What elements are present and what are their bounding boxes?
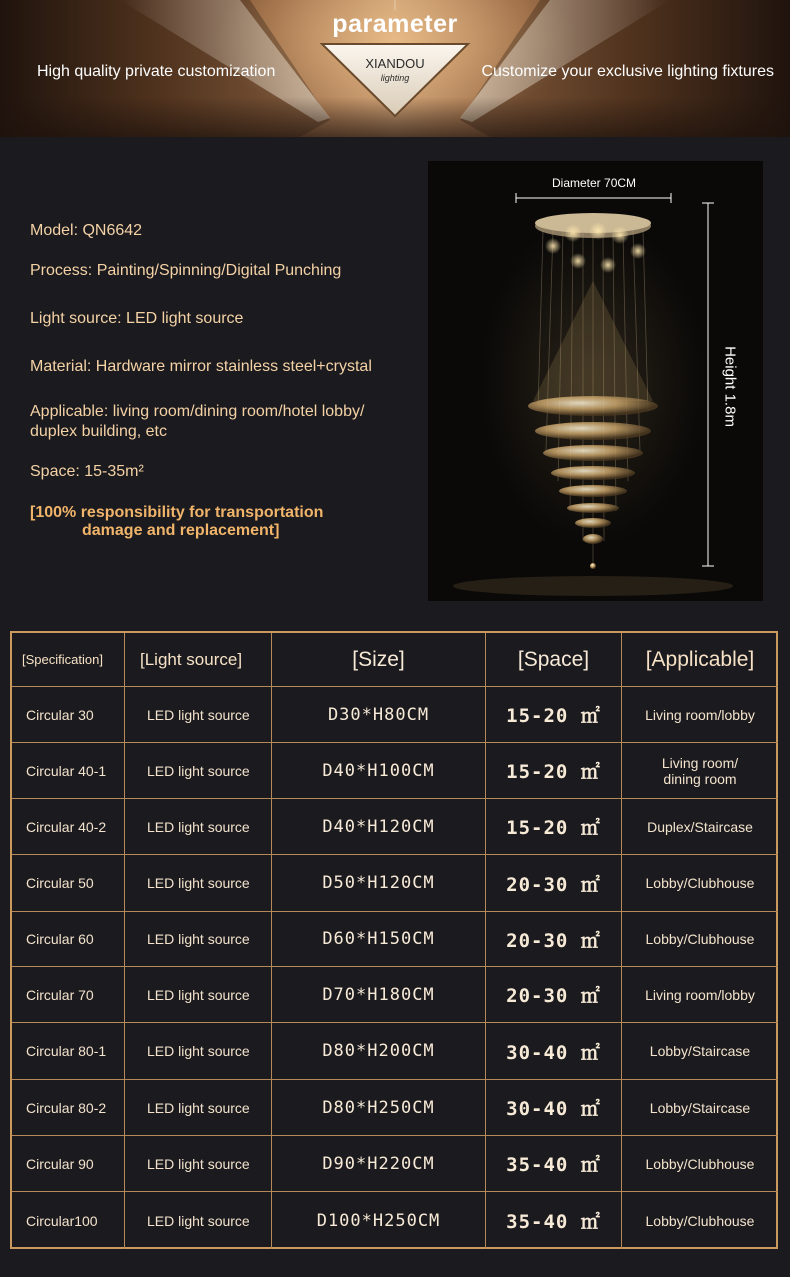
banner-right-text: Customize your exclusive lighting fixtures: [481, 63, 774, 80]
applicable-text-line2: duplex building, etc: [30, 423, 167, 440]
brand-logo-subtext: lighting: [380, 73, 410, 83]
cell-light-source: LED light source: [125, 1136, 272, 1192]
cell-size: D70*H180CM: [272, 967, 486, 1023]
header-cell-spec: [Specification]: [12, 633, 125, 687]
cell-size: D40*H120CM: [272, 799, 486, 855]
cell-spec: Circular 40-2: [12, 799, 125, 855]
brand-logo-text: XIANDOU: [365, 56, 425, 71]
cell-spec: Circular 50: [12, 855, 125, 912]
cell-light-source: LED light source: [125, 1080, 272, 1136]
cell-light-source: LED light source: [125, 1192, 272, 1249]
cell-spec: Circular 60: [12, 912, 125, 967]
cell-size: D80*H200CM: [272, 1023, 486, 1080]
cell-applicable: Lobby/Clubhouse: [645, 1212, 755, 1229]
cell-space: 20-30 ㎡: [486, 912, 622, 967]
cell-applicable: Lobby/Clubhouse: [622, 1136, 778, 1192]
cell-size: D90*H220CM: [272, 1136, 486, 1192]
header-cell-size: [Size]: [272, 633, 486, 687]
cell-applicable: Living room/ dining room: [622, 743, 778, 799]
cell-applicable: Lobby/Clubhouse: [622, 855, 778, 912]
cell-spec: Circular 30: [12, 687, 125, 743]
cell-applicable: Living room/lobby: [622, 687, 778, 743]
applicable-text-line1: Applicable: living room/dining room/hotel lobby/: [30, 403, 365, 420]
height-label: Height 1.8m: [721, 346, 739, 427]
cell-space: 35-40 ㎡: [486, 1136, 622, 1192]
cell-size: D30*H80CM: [272, 687, 486, 743]
guarantee-note-line2: damage and replacement]: [82, 522, 280, 539]
cell-light-source: LED light source: [125, 967, 272, 1023]
cell-size: D60*H150CM: [272, 912, 486, 967]
cell-size: D40*H100CM: [272, 743, 486, 799]
guarantee-note-line1: [100% responsibility for transportation: [30, 504, 324, 521]
cell-space: 15-20 ㎡: [486, 743, 622, 799]
cell-applicable: Lobby/Clubhouse: [622, 912, 778, 967]
cell-applicable: Living room/lobby: [622, 967, 778, 1023]
chandelier-illustration: [428, 161, 763, 601]
header-cell-light-source: [Light source]: [125, 633, 272, 687]
cell-applicable: Duplex/Staircase: [622, 799, 778, 855]
cell-spec: Circular 80-2: [12, 1080, 125, 1136]
cell-space: 35-40 ㎡: [486, 1192, 622, 1249]
cell-space: 15-20 ㎡: [486, 687, 622, 743]
cell-spec: Circular 80-1: [12, 1023, 125, 1080]
cell-size: D50*H120CM: [272, 855, 486, 912]
model-text: Model: QN6642: [30, 222, 143, 239]
cell-space: 30-40 ㎡: [486, 1023, 622, 1080]
cell-applicable: Lobby/Staircase: [622, 1023, 778, 1080]
cell-light-source: LED light source: [125, 799, 272, 855]
chandelier-photo: [428, 161, 763, 601]
spec-table: [10, 631, 778, 1249]
cell-space: 15-20 ㎡: [486, 799, 622, 855]
cell-applicable: Lobby/Staircase: [622, 1080, 778, 1136]
cell-size: D80*H250CM: [272, 1080, 486, 1136]
cell-light-source: LED light source: [125, 912, 272, 967]
cell-light-source: LED light source: [125, 743, 272, 799]
cell-spec: Circular 40-1: [12, 743, 125, 799]
banner-left-text: High quality private customization: [37, 63, 276, 80]
header-cell-applicable: [Applicable]: [622, 633, 778, 687]
cell-space: 30-40 ㎡: [486, 1080, 622, 1136]
cell-spec: Circular100: [12, 1192, 125, 1249]
banner-title: parameter: [332, 10, 458, 38]
cell-spec: Circular 70: [12, 967, 125, 1023]
cell-space: 20-30 ㎡: [486, 967, 622, 1023]
cell-light-source: LED light source: [125, 855, 272, 912]
cell-size: D100*H250CM: [272, 1192, 486, 1249]
process-text: Process: Painting/Spinning/Digital Punching: [30, 262, 342, 279]
material-text: Material: Hardware mirror stainless steel+crystal: [30, 358, 372, 375]
cell-spec: Circular 90: [12, 1136, 125, 1192]
cell-light-source: LED light source: [125, 687, 272, 743]
header-banner: [0, 0, 790, 137]
light-source-text: Light source: LED light source: [30, 310, 244, 327]
header-cell-space: [Space]: [486, 633, 622, 687]
space-text: Space: 15-35m²: [30, 463, 144, 480]
cell-space: 20-30 ㎡: [486, 855, 622, 912]
cell-light-source: LED light source: [125, 1023, 272, 1080]
diameter-label: Diameter 70CM: [552, 176, 637, 190]
